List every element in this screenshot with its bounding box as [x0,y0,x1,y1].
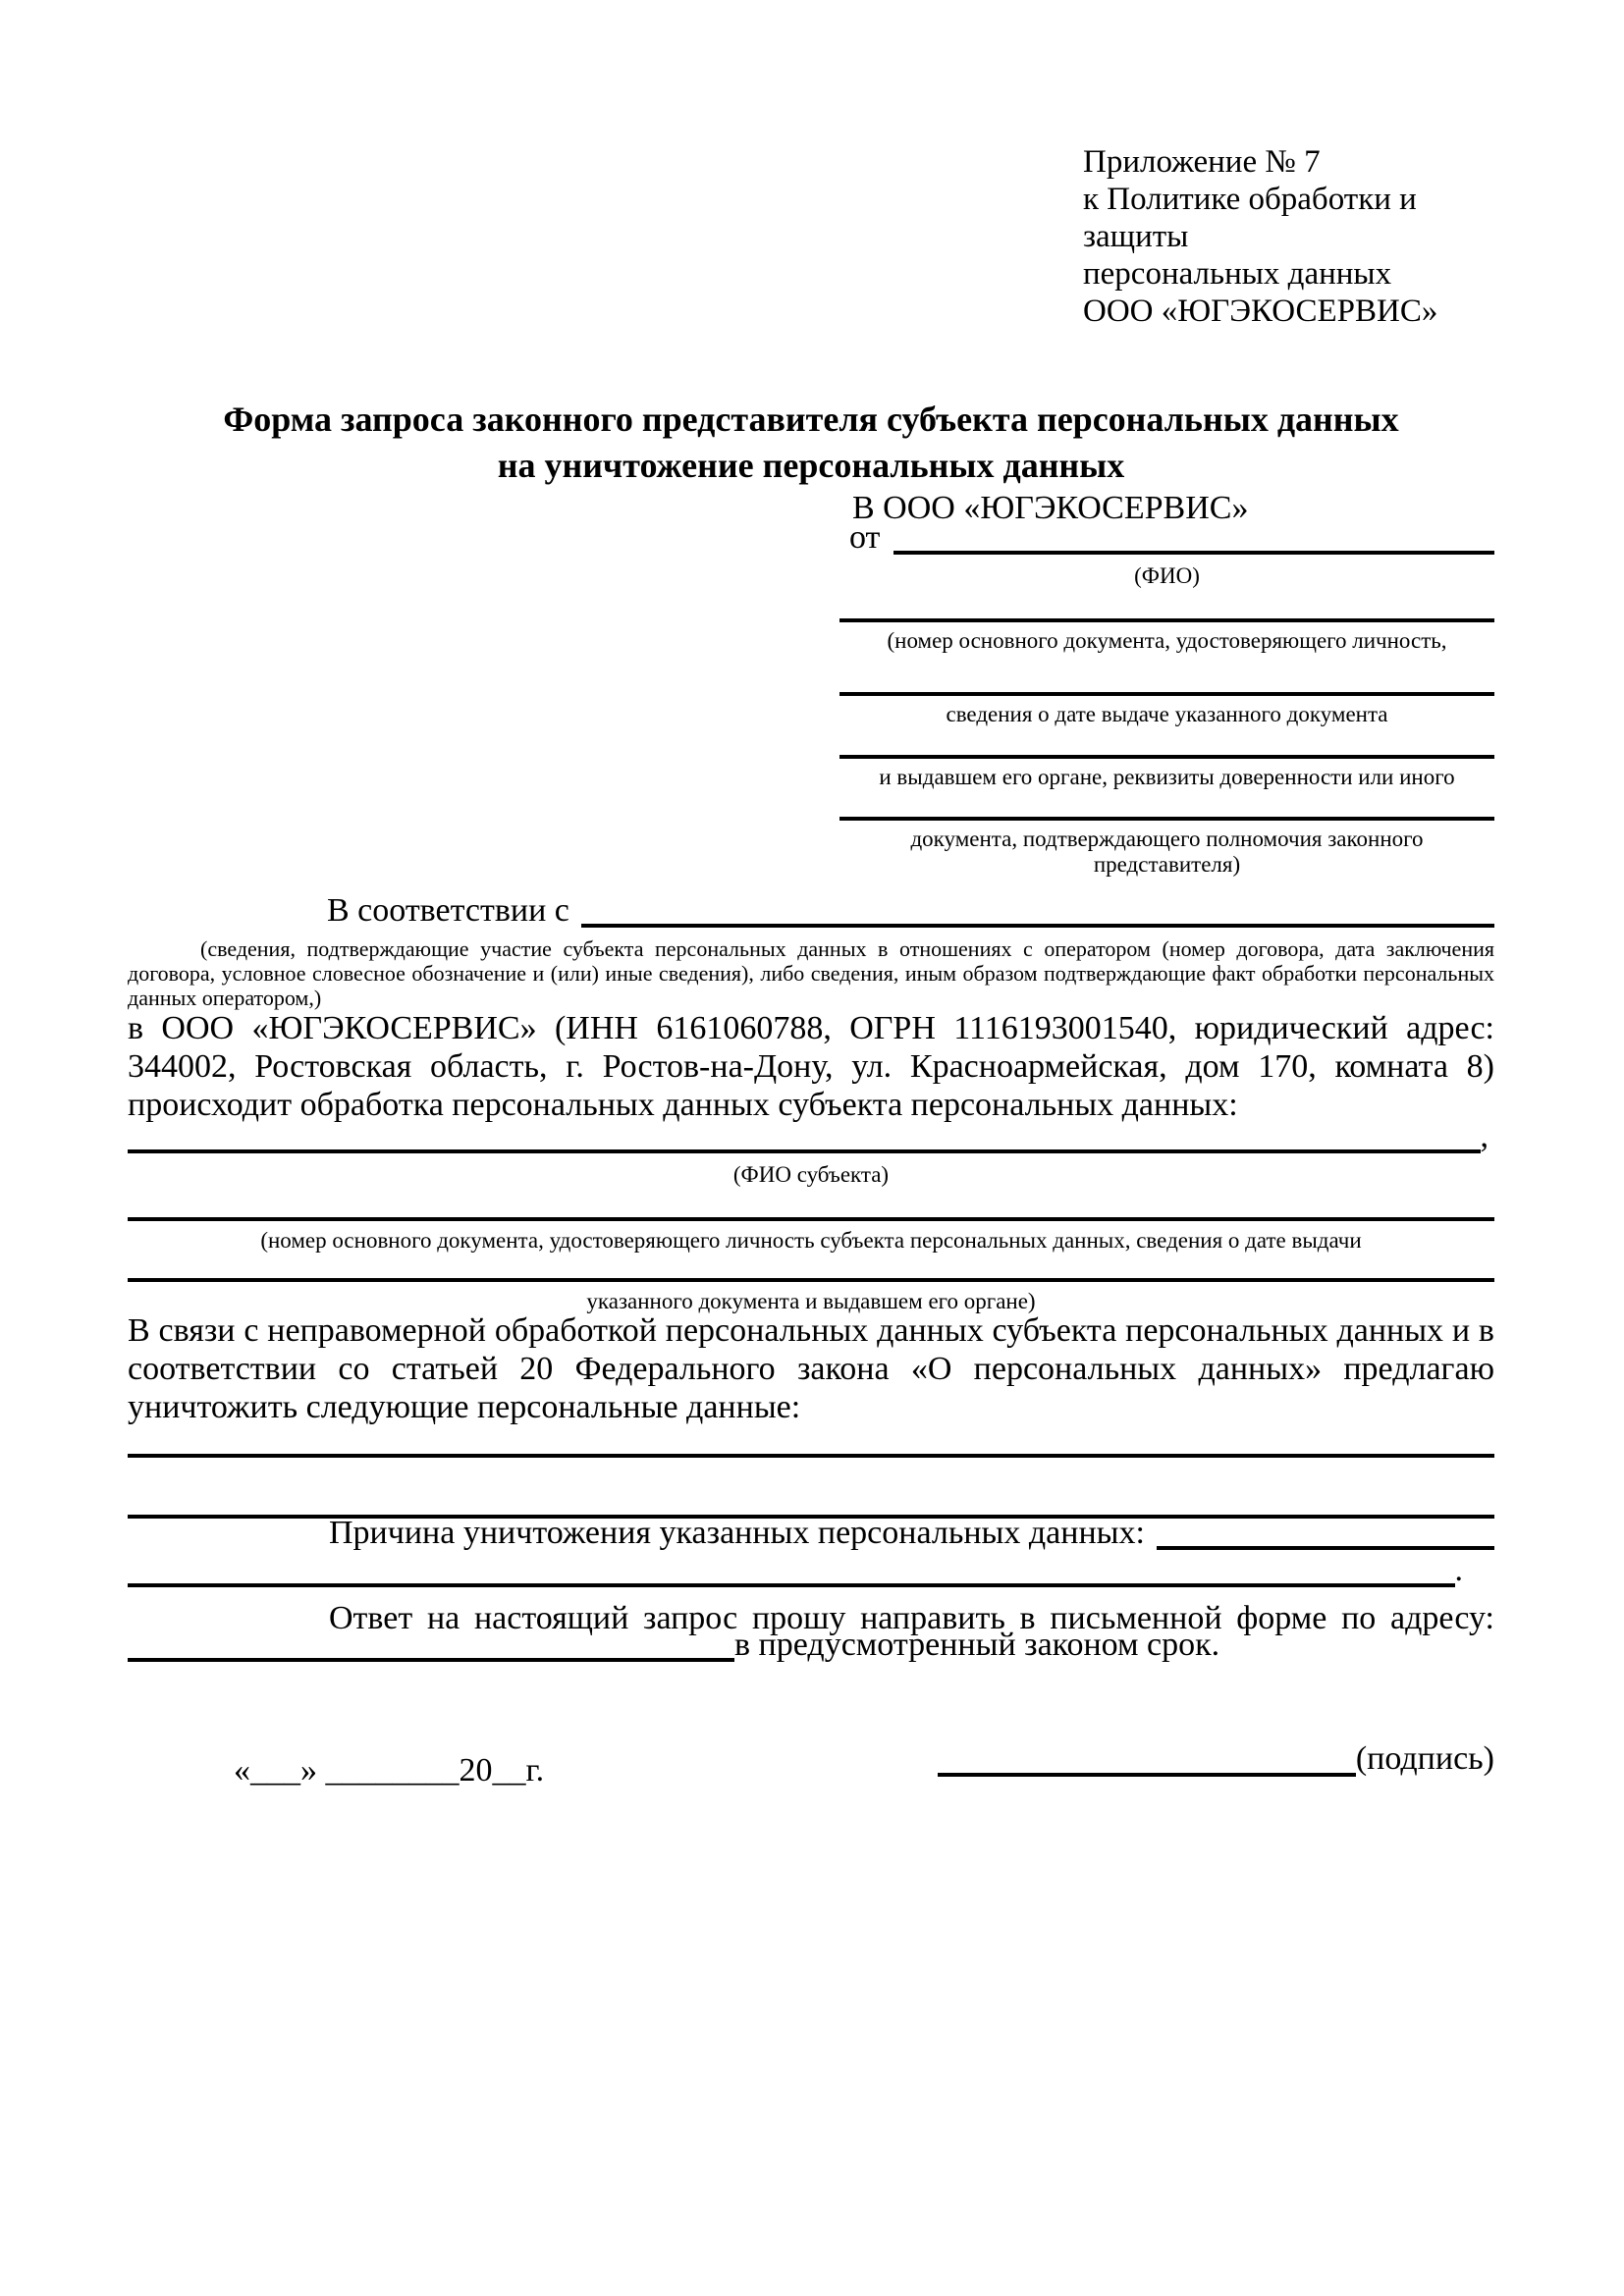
signature-caption: (подпись) [1355,1740,1494,1777]
subject-doc-caption-2: указанного документа и выдавшем его органе) [586,1289,1036,1313]
reason-blank-line [1157,1546,1494,1550]
from-label: от [849,519,881,556]
annex-reference [1083,143,1515,330]
issuing-authority-blank-line [839,755,1494,759]
fio-caption: (ФИО) [1134,563,1200,588]
representative-doc-caption: (номер основного документа, удостоверяющего личность, [887,628,1447,653]
doc-issue-date-blank-line [839,692,1494,696]
reply-paragraph: Ответ на настоящий запрос прошу направить в письменной форме по адресу: [329,1600,1494,1636]
title-line-1: Форма запроса законного представителя субъекта персональных данных [223,400,1399,439]
reason-row [128,1515,1494,1553]
period: . [1454,1552,1463,1588]
accordance-row [128,893,1494,931]
annex-line: к Политике обработки и защиты [1083,182,1417,254]
addressee-organization: В ООО «ЮГЭКОСЕРВИС» [852,490,1249,526]
fio-blank-line [893,551,1494,555]
from-row [849,519,1494,558]
reason-blank-line-2 [128,1583,1455,1587]
authority-doc-blank-line [839,817,1494,821]
title-line-2: на уничтожение персональных данных [497,446,1125,485]
reply-address-row [128,1629,1494,1665]
subject-doc-caption-1: (номер основного документа, удостоверяющего личность субъекта персональных данных, сведения о дате выдачи [260,1228,1362,1253]
data-blank-line-1 [128,1454,1494,1458]
subject-doc-blank-line-1 [128,1217,1494,1221]
accordance-blank-line [581,924,1494,928]
annex-line: персональных данных [1083,256,1392,292]
document-title [128,397,1494,489]
representative-doc-blank-line [839,618,1494,622]
subject-fio-caption: (ФИО субъекта) [732,1162,890,1187]
request-paragraph: В связи с неправомерной обработкой персональных данных субъекта персональных данных и в соответствии со статьей 20 Федерального закона «О персональных данных» предлагаю уничтожить следующие персональные данные: [128,1312,1494,1425]
reason-label: Причина уничтожения указанных персональных данных: [329,1515,1145,1551]
signature-blank-line [938,1773,1356,1777]
footnote-paragraph: (сведения, подтверждающие участие субъекта персональных данных в отношениях с оператором (номер договора, дата заключения договора, условное словесное обозначение и (или) иные сведения), либо сведения, иным образом подтверждающие факт обработки персональных данных оператором,) [128,936,1494,1010]
address-blank-line [128,1658,734,1662]
trailing-comma: , [1480,1118,1489,1154]
authority-doc-caption: документа, подтверждающего полномочия законного представителя) [910,827,1424,877]
annex-line: Приложение № 7 [1083,144,1321,180]
subject-doc-blank-line-2 [128,1278,1494,1282]
signature-row [938,1740,1494,1779]
date-placeholder: «___» ________20__г. [234,1752,545,1789]
annex-line: ООО «ЮГЭКОСЕРВИС» [1083,294,1438,329]
subject-fio-row [128,1118,1489,1156]
operator-paragraph: в ООО «ЮГЭКОСЕРВИС» (ИНН 6161060788, ОГРН 1116193001540, юридический адрес: 344002, Ростовская область, г. Ростов-на-Дону, ул. Красноармейская, дом 170, комната 8) происходит обработка персональных данных субъекта персональных данных: [128,1010,1494,1123]
subject-fio-blank-line [128,1149,1481,1153]
reply-tail: в предусмотренный законом срок. [734,1627,1220,1663]
accordance-lead: В соответствии с [327,892,569,929]
reason-continuation-row [128,1552,1463,1590]
doc-issue-date-caption: сведения о дате выдаче указанного документа [946,702,1388,726]
issuing-authority-caption: и выдавшем его органе, реквизиты доверенности или иного [879,765,1455,789]
